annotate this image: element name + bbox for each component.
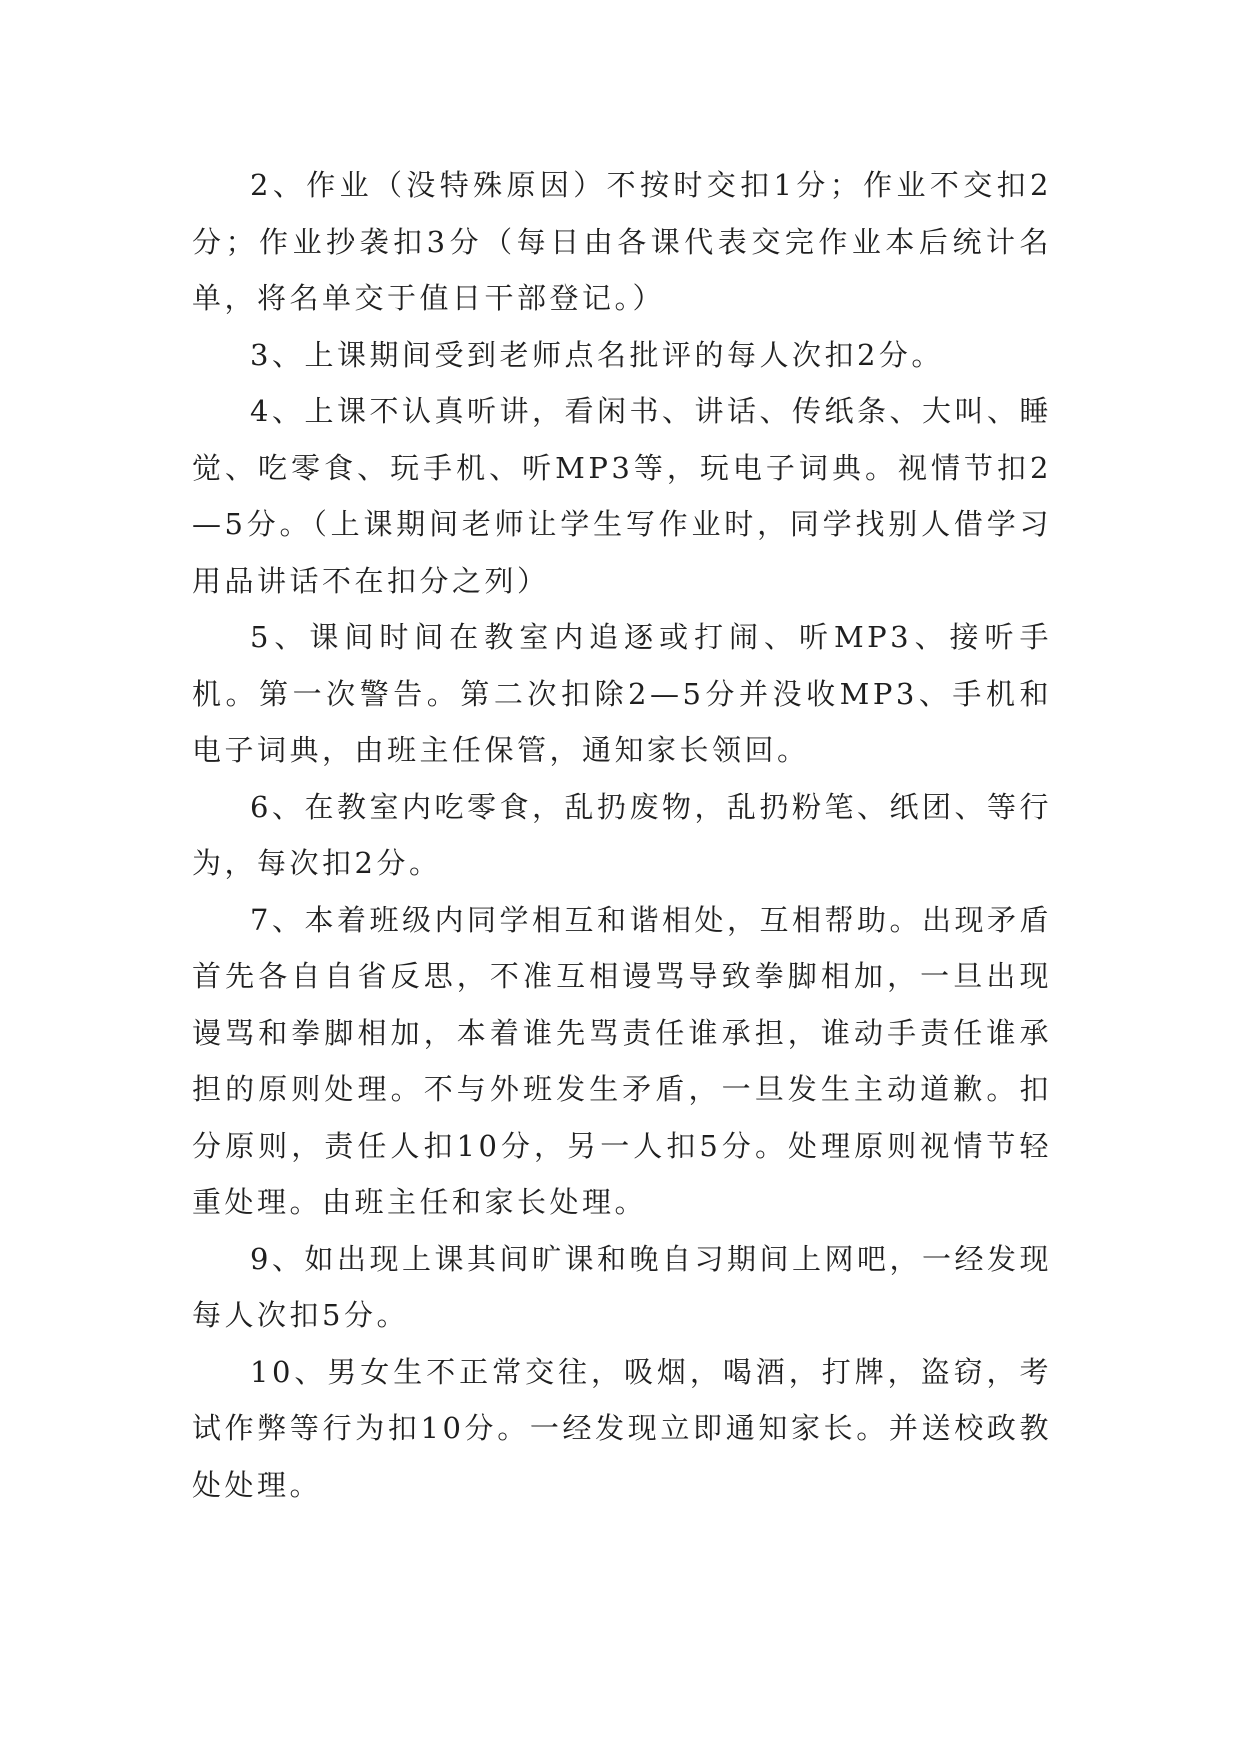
rule-paragraph-3: 3、上课期间受到老师点名批评的每人次扣2分。 [250, 337, 944, 372]
rule-paragraph-9: 9、如出现上课其间旷课和晚自习期间上网吧，一经发现每人次扣5分。 [192, 1241, 1052, 1332]
rule-paragraph-6: 6、在教室内吃零食，乱扔废物，乱扔粉笔、纸团、等行为，每次扣2分。 [192, 789, 1052, 880]
rule-paragraph-2: 2、作业（没特殊原因）不按时交扣1分；作业不交扣2分；作业抄袭扣3分（每日由各课代表交完作业本后统计名单，将名单交于值日干部登记。） [192, 168, 1052, 315]
rule-paragraph-10: 10、男女生不正常交往，吸烟，喝酒，打牌，盗窃，考试作弊等行为扣10分。一经发现立即通知家长。并送校政教处处理。 [192, 1354, 1052, 1502]
rule-paragraph-7: 7、本着班级内同学相互和谐相处，互相帮助。出现矛盾首先各自自省反思，不准互相谩骂导致拳脚相加，一旦出现谩骂和拳脚相加，本着谁先骂责任谁承担，谁动手责任谁承担的原则处理。不与外班发生矛盾，一旦发生主动道歉。扣分原则，责任人扣10分，另一人扣5分。处理原则视情节轻重处理。由班主任和家长处理。 [192, 902, 1052, 1219]
rule-paragraph-5: 5、课间时间在教室内追逐或打闹、听MP3、接听手机。第一次警告。第二次扣除2—5分并没收MP3、手机和电子词典，由班主任保管，通知家长领回。 [192, 620, 1052, 767]
document-body [192, 157, 1052, 1513]
rule-paragraph-4: 4、上课不认真听讲，看闲书、讲话、传纸条、大叫、睡觉、吃零食、玩手机、听MP3等，玩电子词典。视情节扣2—5分。（上课期间老师让学生写作业时，同学找别人借学习用品讲话不在扣分之列） [192, 394, 1052, 598]
